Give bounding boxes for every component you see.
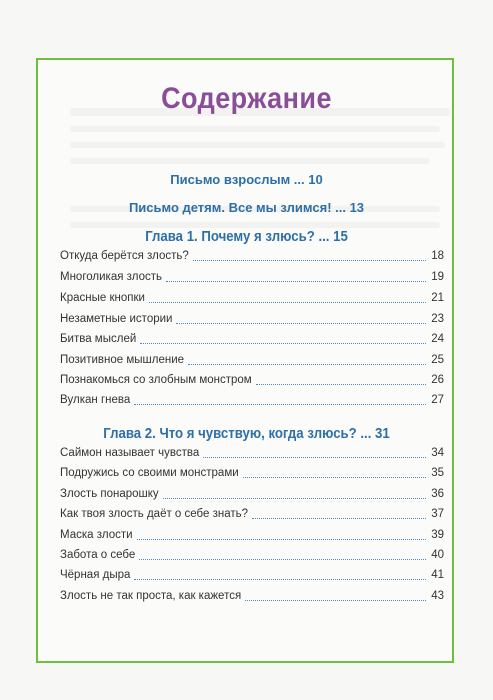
toc-item-label: Злость не так проста, как кажется [60,590,242,602]
leader-dots [203,457,426,458]
leader-dots [188,364,426,365]
toc-item-label: Забота о себе [60,549,136,561]
toc-item-page: 37 [431,508,444,520]
leader-dots [252,518,426,519]
leader-dots [166,281,426,282]
toc-item[interactable] [60,333,444,349]
bleed-through-shape [70,158,430,164]
toc-item-label: Подружись со своими монстрами [60,467,239,479]
toc-item-label: Чёрная дыра [60,569,131,581]
toc-item-page: 27 [431,394,444,406]
toc-item[interactable] [60,508,444,524]
leader-dots [256,384,426,385]
leader-dots [163,498,426,499]
toc-item[interactable] [60,313,444,329]
leader-dots [245,600,426,601]
toc-item-label: Позитивное мышление [60,354,185,366]
toc-item-label: Откуда берётся злость? [60,250,189,262]
leader-dots [137,539,426,540]
toc-item-page: 24 [431,333,444,345]
leader-dots [139,559,426,560]
leader-dots [134,404,426,405]
toc-item[interactable] [60,271,444,287]
toc-item-page: 18 [431,250,444,262]
toc-item[interactable] [60,488,444,504]
toc-item-page: 34 [431,447,444,459]
chapter-heading: Глава 1. Почему я злюсь? ... 15 [145,228,348,245]
toc-item-label: Злость понарошку [60,488,159,500]
toc-item-page: 25 [431,354,444,366]
toc-item[interactable] [60,394,444,410]
toc-item[interactable] [60,529,444,545]
leader-dots [134,579,426,580]
toc-item-label: Как твоя злость даёт о себе знать? [60,508,249,520]
leader-dots [149,302,426,303]
toc-item[interactable] [60,467,444,483]
toc-item-page: 19 [431,271,444,283]
intro-letter-children: Письмо детям. Все мы злимся! ... 13 [128,200,365,215]
leader-dots [176,323,426,324]
toc-item[interactable] [60,549,444,565]
bleed-through-shape [70,126,440,132]
toc-item-label: Саймон называет чувства [60,447,200,459]
page-title: Содержание [161,82,332,115]
toc-item[interactable] [60,374,444,390]
toc-item-page: 39 [431,529,444,541]
toc-item-label: Незаметные истории [60,313,173,325]
toc-item-page: 40 [431,549,444,561]
toc-item-label: Маска злости [60,529,133,541]
toc-item-page: 21 [431,292,444,304]
intro-letter-adults: Письмо взрослым ... 10 [170,172,323,187]
toc-item-page: 35 [431,467,444,479]
bleed-through-shape [70,142,445,148]
toc-item-page: 43 [431,590,444,602]
toc-item[interactable] [60,250,444,266]
leader-dots [140,343,426,344]
leader-dots [243,477,426,478]
chapter-heading: Глава 2. Что я чувствую, когда злюсь? ... 31 [103,425,390,442]
toc-item-page: 36 [431,488,444,500]
toc-item-page: 41 [431,569,444,581]
toc-item[interactable] [60,354,444,370]
toc-item-label: Вулкан гнева [60,394,131,406]
toc-item-label: Познакомься со злобным монстром [60,374,252,386]
toc-item-label: Многоликая злость [60,271,163,283]
toc-item[interactable] [60,447,444,463]
toc-item-page: 26 [431,374,444,386]
toc-item[interactable] [60,292,444,308]
toc-item-label: Красные кнопки [60,292,145,304]
toc-item[interactable] [60,590,444,606]
toc-item[interactable] [60,569,444,585]
toc-item-page: 23 [431,313,444,325]
leader-dots [193,260,426,261]
toc-item-label: Битва мыслей [60,333,137,345]
